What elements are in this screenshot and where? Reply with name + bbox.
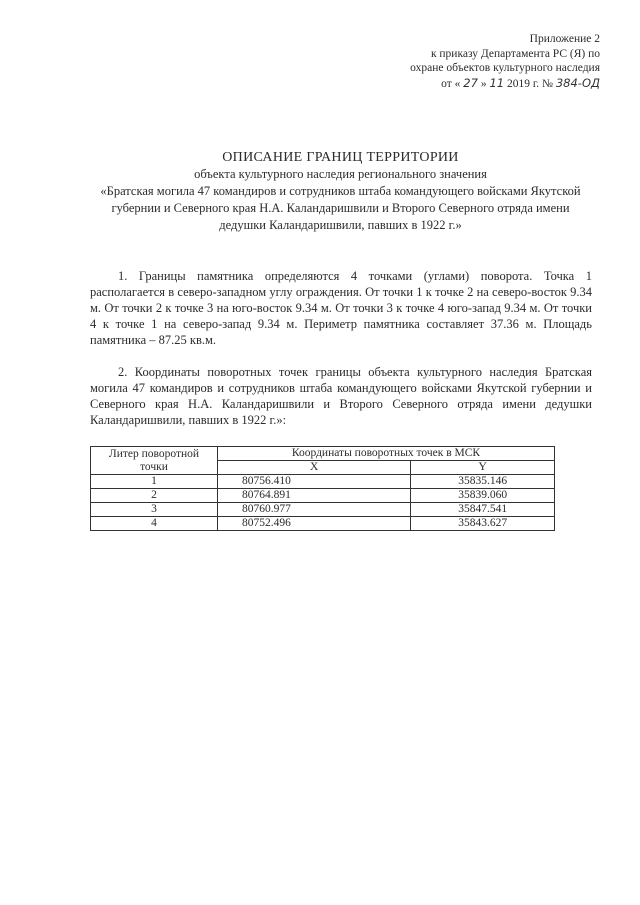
document-title: ОПИСАНИЕ ГРАНИЦ ТЕРРИТОРИИ bbox=[222, 150, 459, 165]
coordinates-table bbox=[90, 446, 555, 531]
annex-line-1: Приложение 2 bbox=[529, 33, 600, 45]
paragraph-boundaries: 1. Границы памятника определяются 4 точками (углами) поворота. Точка 1 располагается в северо-западном углу ограждения. От точки 1 к точке 2 на северо-восток 9.34 м. От точки 2 к точке 3 на юго-восток 9.34 м. От точки 3 к точке 4 юго-запад 9.34 м. От точки 4 к точке 1 на северо-запад 9.34 м. Периметр памятника составляет 37.36 м. Площадь памятника – 87.25 кв.м. bbox=[90, 269, 592, 347]
table-row bbox=[91, 517, 555, 531]
cell-point: 4 bbox=[91, 517, 218, 531]
annex-line-2: к приказу Департамента РС (Я) по bbox=[430, 47, 600, 60]
cell-x: 80760.977 bbox=[218, 503, 411, 517]
subtitle-line-2: «Братская могила 47 командиров и сотрудников штаба командующего войсками Якутской bbox=[100, 184, 581, 198]
table-row bbox=[91, 475, 555, 489]
cell-x: 80764.891 bbox=[218, 489, 411, 503]
date-day-handwritten: 27 bbox=[463, 75, 478, 90]
cell-x: 80752.496 bbox=[218, 517, 411, 531]
cell-y: 35835.146 bbox=[411, 475, 555, 489]
cell-point: 2 bbox=[91, 489, 218, 503]
subtitle-line-3: губернии и Северного края Н.А. Каландаришвили и Второго Северного отряда имени bbox=[111, 201, 570, 215]
paragraph-coordinates: 2. Координаты поворотных точек границы объекта культурного наследия Братская могила 47 командиров и сотрудников штаба командующего войсками Якутской губернии и Северного края Н.А. Каландаришвили и Второго Северного отряда имени дедушки Каландаришвили, павших в 1922 г.»: bbox=[90, 365, 592, 427]
cell-point: 1 bbox=[91, 475, 218, 489]
annex-date-line bbox=[410, 76, 600, 92]
subtitle-line-4: дедушки Каландаришвили, павших в 1922 г.» bbox=[219, 218, 462, 232]
annex-line-3: охране объектов культурного наследия bbox=[410, 62, 600, 74]
cell-x: 80756.410 bbox=[218, 475, 411, 489]
table-row bbox=[91, 503, 555, 517]
cell-y: 35839.060 bbox=[411, 489, 555, 503]
cell-y: 35843.627 bbox=[411, 517, 555, 531]
cell-y: 35847.541 bbox=[411, 503, 555, 517]
cell-point: 3 bbox=[91, 503, 218, 517]
date-year: 2019 г. № bbox=[506, 77, 553, 90]
date-prefix: от « bbox=[441, 77, 461, 90]
date-month-handwritten: 11 bbox=[489, 75, 505, 90]
annex-header bbox=[410, 32, 600, 91]
header-y: Y bbox=[411, 461, 555, 475]
date-mid: » bbox=[480, 77, 487, 90]
header-x: X bbox=[218, 461, 411, 475]
document-subtitle bbox=[78, 166, 603, 234]
header-litera: Литер поворотной точки bbox=[91, 447, 218, 475]
subtitle-line-1: объекта культурного наследия регионального значения bbox=[194, 167, 487, 181]
header-coordinates: Координаты поворотных точек в МСК bbox=[218, 447, 555, 461]
table-row bbox=[91, 489, 555, 503]
order-number-handwritten: 384-ОД bbox=[555, 75, 600, 90]
